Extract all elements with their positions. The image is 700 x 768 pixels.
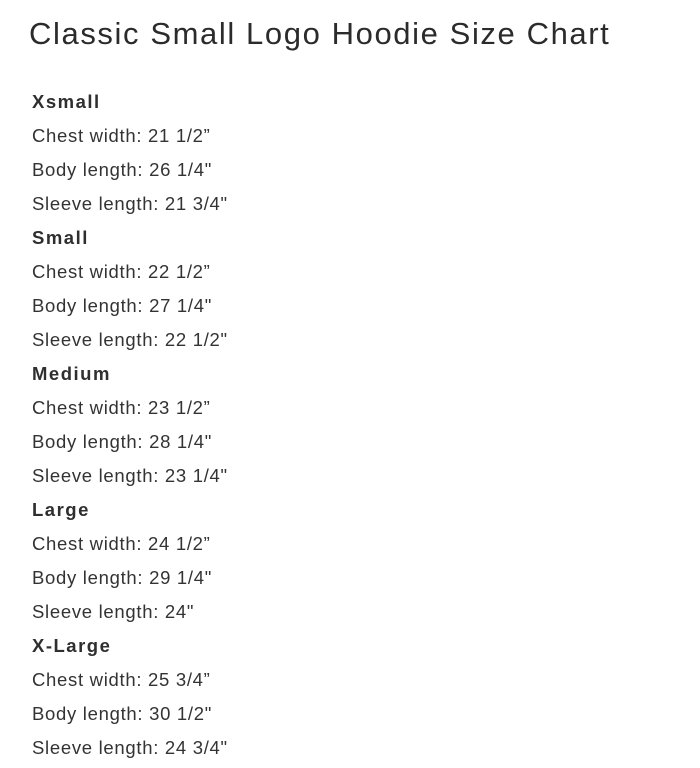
chest-width: Chest width: 23 1/2”: [32, 397, 211, 418]
sleeve-length: Sleeve length: 23 1/4": [32, 465, 228, 486]
body-length: Body length: 28 1/4": [32, 431, 212, 452]
chest-width: Chest width: 25 3/4”: [32, 669, 211, 690]
size-name: X-Large: [32, 635, 112, 656]
sleeve-length: Sleeve length: 24 3/4": [32, 737, 228, 758]
size-group-small: [32, 221, 672, 357]
size-group-large: [32, 493, 672, 629]
size-group-medium: [32, 357, 672, 493]
sleeve-length: Sleeve length: 22 1/2": [32, 329, 228, 350]
body-length: Body length: 30 1/2": [32, 703, 212, 724]
chest-width: Chest width: 21 1/2”: [32, 125, 211, 146]
size-name: Large: [32, 499, 90, 520]
sleeve-length: Sleeve length: 21 3/4": [32, 193, 228, 214]
size-name: Medium: [32, 363, 111, 384]
chest-width: Chest width: 24 1/2”: [32, 533, 211, 554]
size-list: [32, 85, 672, 765]
size-name: Xsmall: [32, 91, 101, 112]
body-length: Body length: 29 1/4": [32, 567, 212, 588]
chest-width: Chest width: 22 1/2”: [32, 261, 211, 282]
size-group-x-large: [32, 629, 672, 765]
size-name: Small: [32, 227, 89, 248]
body-length: Body length: 27 1/4": [32, 295, 212, 316]
body-length: Body length: 26 1/4": [32, 159, 212, 180]
sleeve-length: Sleeve length: 24": [32, 601, 195, 622]
size-group-xsmall: [32, 85, 672, 221]
page-title: Classic Small Logo Hoodie Size Chart: [29, 16, 611, 51]
